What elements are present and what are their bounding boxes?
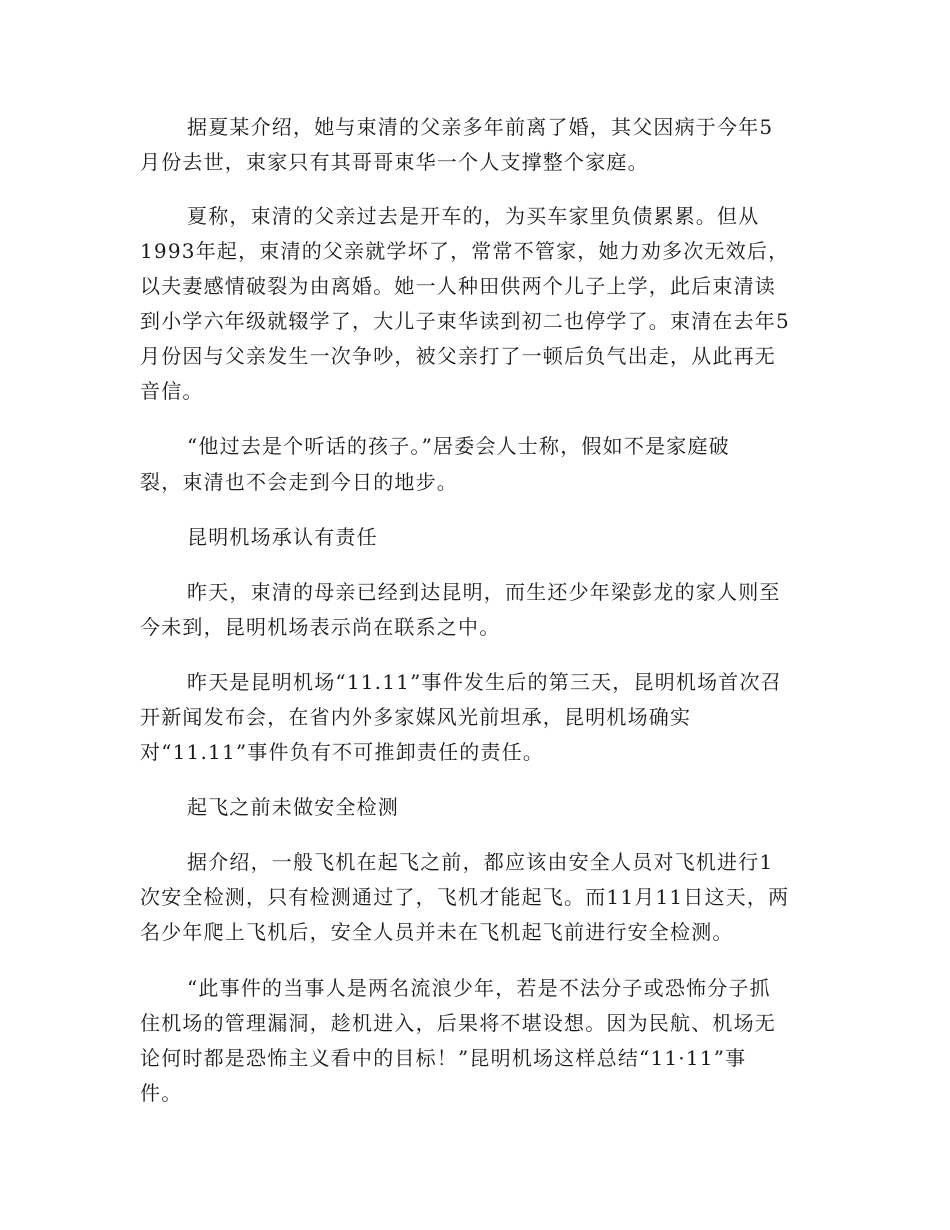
paragraph-line: 名少年爬上飞机后，安全人员并未在飞机起飞前进行安全检测。 [140,920,734,944]
paragraph-line: 据介绍，一般飞机在起飞之前，都应该由安全人员对飞机进行1 [187,850,774,874]
paragraph-line: 昨天是昆明机场“11.11”事件发生后的第三天，昆明机场首次召 [187,670,782,694]
paragraph-line: 到小学六年级就辍学了，大儿子束华读到初二也停学了。束清在去年5 [140,309,790,333]
paragraph-line: 音信。 [140,379,204,403]
paragraph-line: 裂，束清也不会走到今日的地步。 [140,470,458,494]
paragraph-line: 据夏某介绍，她与束清的父亲多年前离了婚，其父因病于今年5 [187,115,774,139]
section-heading: 起飞之前未做安全检测 [187,795,399,819]
paragraph-line: 昨天，束清的母亲已经到达昆明，而生还少年梁彭龙的家人则至 [187,580,781,604]
paragraph-line: 次安全检测，只有检测通过了，飞机才能起飞。而11月11日这天，两 [140,885,790,909]
paragraph-line: 开新闻发布会，在省内外多家媒风光前坦承，昆明机场确实 [140,705,692,729]
paragraph-line: “此事件的当事人是两名流浪少年，若是不法分子或恐怖分子抓 [187,976,771,1000]
paragraph-line: 住机场的管理漏洞，趁机进入，后果将不堪设想。因为民航、机场无 [140,1011,776,1035]
paragraph-line: “他过去是个听话的孩子。”居委会人士称，假如不是家庭破 [187,434,730,458]
paragraph-line: 月份因与父亲发生一次争吵，被父亲打了一顿后负气出走，从此再无 [140,344,776,368]
paragraph-line: 论何时都是恐怖主义看中的目标！”昆明机场这样总结“11·11”事 [140,1046,747,1070]
paragraph-line: 今未到，昆明机场表示尚在联系之中。 [140,615,501,639]
section-heading: 昆明机场承认有责任 [187,525,378,549]
paragraph-line: 对“11.11”事件负有不可推卸责任的责任。 [140,740,545,764]
paragraph-line: 1993年起，束清的父亲就学坏了，常常不管家，她力劝多次无效后， [140,239,790,263]
paragraph-line: 夏称，束清的父亲过去是开车的，为买车家里负债累累。但从 [187,204,760,228]
paragraph-line: 以夫妻感情破裂为由离婚。她一人种田供两个儿子上学，此后束清读 [140,274,776,298]
paragraph-line: 件。 [140,1081,183,1105]
paragraph-line: 月份去世，束家只有其哥哥束华一个人支撑整个家庭。 [140,150,649,174]
